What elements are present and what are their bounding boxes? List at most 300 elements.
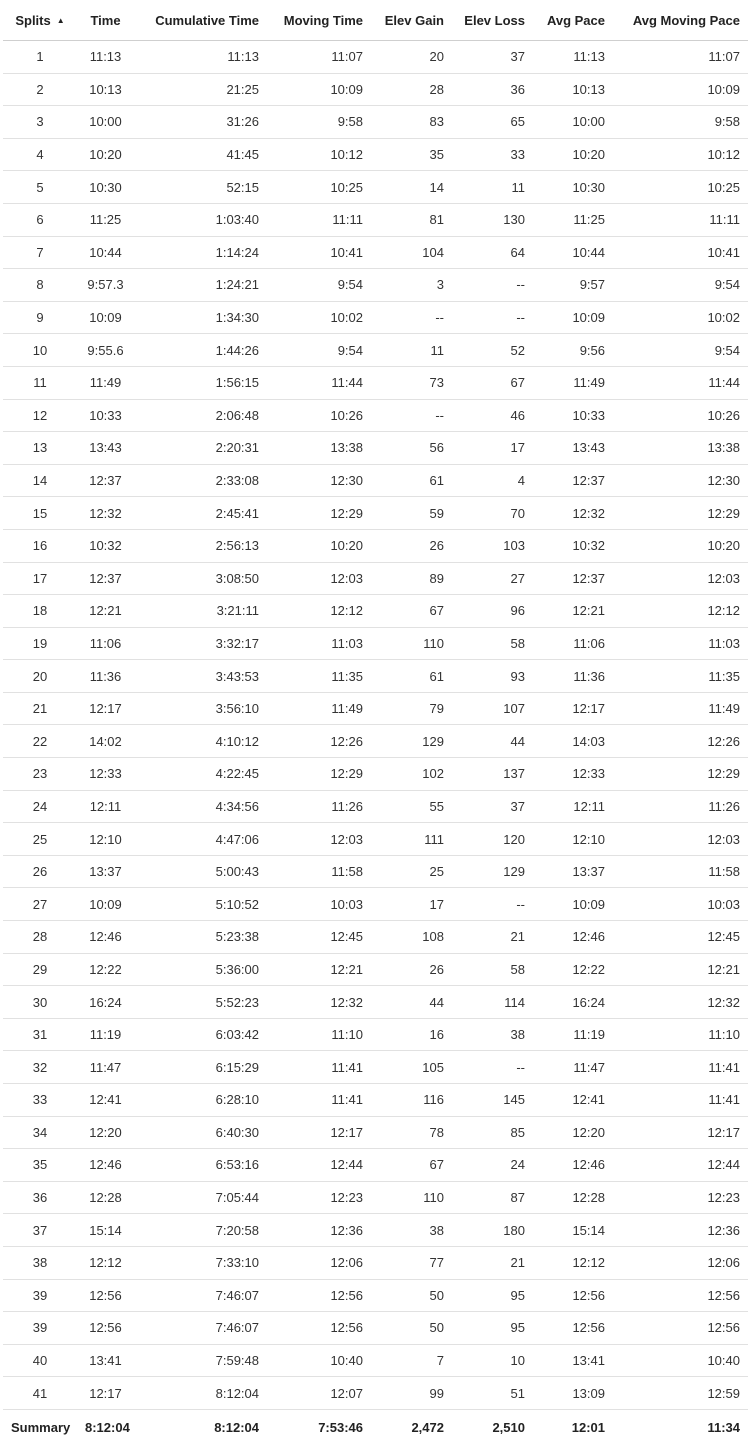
table-row: [3, 692, 748, 725]
cell-elev-gain: 14: [371, 171, 452, 204]
cell-time: 10:20: [77, 138, 134, 171]
cell-split: 3: [3, 106, 77, 139]
cell-time: 12:32: [77, 497, 134, 530]
cell-cumulative-time: 3:08:50: [134, 562, 267, 595]
cell-split: 1: [3, 41, 77, 74]
cell-avg-pace: 12:12: [533, 1246, 613, 1279]
cell-avg-pace: 12:28: [533, 1181, 613, 1214]
cell-split: 24: [3, 790, 77, 823]
column-header-avg-moving-pace[interactable]: [613, 0, 748, 41]
cell-elev-loss: 64: [452, 236, 533, 269]
cell-moving-time: 11:03: [267, 627, 371, 660]
cell-elev-loss: 95: [452, 1279, 533, 1312]
cell-moving-time: 12:56: [267, 1312, 371, 1345]
cell-split: 36: [3, 1181, 77, 1214]
cell-elev-gain: 110: [371, 627, 452, 660]
table-row: [3, 758, 748, 791]
cell-split: 18: [3, 595, 77, 628]
cell-moving-time: 11:49: [267, 692, 371, 725]
table-row: [3, 823, 748, 856]
cell-elev-loss: --: [452, 888, 533, 921]
cell-avg-moving-pace: 12:32: [613, 986, 748, 1019]
cell-avg-moving-pace: 12:56: [613, 1279, 748, 1312]
cell-split: 9: [3, 301, 77, 334]
table-row: [3, 1116, 748, 1149]
cell-split: 7: [3, 236, 77, 269]
cell-elev-loss: 137: [452, 758, 533, 791]
table-row: [3, 562, 748, 595]
cell-elev-loss: 85: [452, 1116, 533, 1149]
cell-avg-pace: 12:37: [533, 562, 613, 595]
header-row: [3, 0, 748, 41]
cell-split: 29: [3, 953, 77, 986]
cell-split: 40: [3, 1344, 77, 1377]
table-row: [3, 595, 748, 628]
cell-split: 5: [3, 171, 77, 204]
cell-avg-pace: 9:56: [533, 334, 613, 367]
cell-time: 9:55.6: [77, 334, 134, 367]
cell-elev-gain: 16: [371, 1018, 452, 1051]
cell-time: 11:06: [77, 627, 134, 660]
cell-elev-loss: 52: [452, 334, 533, 367]
cell-elev-loss: 37: [452, 790, 533, 823]
table-body: [3, 41, 748, 1410]
cell-split: 39: [3, 1279, 77, 1312]
table-row: [3, 529, 748, 562]
cell-split: 21: [3, 692, 77, 725]
cell-elev-loss: 67: [452, 366, 533, 399]
cell-avg-pace: 10:44: [533, 236, 613, 269]
column-header-elev-loss[interactable]: [452, 0, 533, 41]
cell-elev-gain: 28: [371, 73, 452, 106]
cell-split: 25: [3, 823, 77, 856]
table-row: [3, 1246, 748, 1279]
cell-avg-pace: 10:09: [533, 301, 613, 334]
table-row: [3, 41, 748, 74]
cell-moving-time: 12:07: [267, 1377, 371, 1410]
table-row: [3, 203, 748, 236]
cell-split: 8: [3, 269, 77, 302]
cell-split: 17: [3, 562, 77, 595]
table-row: [3, 1149, 748, 1182]
cell-time: 12:20: [77, 1116, 134, 1149]
column-header-moving-time[interactable]: [267, 0, 371, 41]
cell-elev-gain: 26: [371, 953, 452, 986]
cell-time: 12:46: [77, 921, 134, 954]
cell-moving-time: 10:40: [267, 1344, 371, 1377]
cell-elev-loss: 58: [452, 627, 533, 660]
column-header-label: Moving Time: [283, 12, 363, 28]
cell-avg-moving-pace: 12:03: [613, 823, 748, 856]
cell-elev-loss: 44: [452, 725, 533, 758]
cell-time: 10:30: [77, 171, 134, 204]
cell-elev-loss: 114: [452, 986, 533, 1019]
summary-time: 8:12:04: [85, 1420, 130, 1436]
cell-elev-gain: 59: [371, 497, 452, 530]
cell-moving-time: 13:38: [267, 432, 371, 465]
cell-elev-gain: 7: [371, 1344, 452, 1377]
table-row: [3, 855, 748, 888]
cell-cumulative-time: 1:44:26: [134, 334, 267, 367]
cell-avg-moving-pace: 12:12: [613, 595, 748, 628]
cell-cumulative-time: 11:13: [134, 41, 267, 74]
cell-moving-time: 11:35: [267, 660, 371, 693]
summary-moving-time: 7:53:46: [318, 1420, 363, 1436]
table-row: [3, 497, 748, 530]
cell-avg-moving-pace: 11:58: [613, 855, 748, 888]
cell-elev-loss: 24: [452, 1149, 533, 1182]
cell-avg-moving-pace: 12:59: [613, 1377, 748, 1410]
cell-time: 12:37: [77, 562, 134, 595]
cell-cumulative-time: 7:46:07: [134, 1279, 267, 1312]
cell-moving-time: 12:03: [267, 823, 371, 856]
cell-time: 10:33: [77, 399, 134, 432]
cell-avg-pace: 12:37: [533, 464, 613, 497]
cell-moving-time: 12:12: [267, 595, 371, 628]
cell-elev-gain: 67: [371, 595, 452, 628]
table-row: [3, 301, 748, 334]
cell-time: 11:13: [77, 41, 134, 74]
cell-time: 11:25: [77, 203, 134, 236]
column-header-label: Elev Loss: [464, 12, 525, 28]
cell-avg-pace: 11:13: [533, 41, 613, 74]
cell-elev-loss: 36: [452, 73, 533, 106]
cell-elev-loss: 51: [452, 1377, 533, 1410]
table-row: [3, 1181, 748, 1214]
table-row: [3, 986, 748, 1019]
cell-avg-pace: 11:19: [533, 1018, 613, 1051]
cell-avg-moving-pace: 9:54: [613, 334, 748, 367]
column-header-avg-pace[interactable]: [533, 0, 613, 41]
column-header-label: Avg Pace: [546, 12, 605, 28]
table-row: [3, 627, 748, 660]
cell-elev-gain: 26: [371, 529, 452, 562]
cell-time: 12:11: [77, 790, 134, 823]
cell-avg-moving-pace: 9:54: [613, 269, 748, 302]
cell-elev-gain: 11: [371, 334, 452, 367]
cell-split: 15: [3, 497, 77, 530]
cell-avg-moving-pace: 11:10: [613, 1018, 748, 1051]
cell-avg-pace: 13:43: [533, 432, 613, 465]
cell-cumulative-time: 3:56:10: [134, 692, 267, 725]
cell-cumulative-time: 41:45: [134, 138, 267, 171]
cell-elev-loss: 21: [452, 921, 533, 954]
cell-elev-gain: 56: [371, 432, 452, 465]
cell-avg-pace: 12:17: [533, 692, 613, 725]
cell-avg-moving-pace: 10:25: [613, 171, 748, 204]
cell-elev-gain: 99: [371, 1377, 452, 1410]
cell-split: 13: [3, 432, 77, 465]
cell-avg-moving-pace: 12:23: [613, 1181, 748, 1214]
cell-time: 12:37: [77, 464, 134, 497]
table-row: [3, 236, 748, 269]
column-header-label: Cumulative Time: [155, 12, 259, 28]
cell-avg-pace: 12:32: [533, 497, 613, 530]
cell-elev-loss: 70: [452, 497, 533, 530]
cell-elev-gain: 20: [371, 41, 452, 74]
cell-elev-loss: --: [452, 301, 533, 334]
cell-time: 10:32: [77, 529, 134, 562]
cell-time: 11:19: [77, 1018, 134, 1051]
table-row: [3, 432, 748, 465]
cell-moving-time: 11:41: [267, 1084, 371, 1117]
cell-avg-moving-pace: 9:58: [613, 106, 748, 139]
cell-time: 12:12: [77, 1246, 134, 1279]
cell-elev-gain: 50: [371, 1312, 452, 1345]
cell-cumulative-time: 6:03:42: [134, 1018, 267, 1051]
cell-time: 10:09: [77, 301, 134, 334]
cell-cumulative-time: 7:46:07: [134, 1312, 267, 1345]
cell-cumulative-time: 4:22:45: [134, 758, 267, 791]
cell-avg-pace: 10:00: [533, 106, 613, 139]
cell-avg-pace: 16:24: [533, 986, 613, 1019]
cell-elev-gain: 116: [371, 1084, 452, 1117]
column-header-time[interactable]: [77, 0, 134, 41]
table-row: [3, 106, 748, 139]
cell-elev-loss: 37: [452, 41, 533, 74]
cell-avg-pace: 10:13: [533, 73, 613, 106]
cell-avg-moving-pace: 11:35: [613, 660, 748, 693]
cell-split: 19: [3, 627, 77, 660]
cell-moving-time: 9:54: [267, 269, 371, 302]
cell-avg-pace: 10:09: [533, 888, 613, 921]
cell-avg-moving-pace: 10:41: [613, 236, 748, 269]
cell-split: 39: [3, 1312, 77, 1345]
cell-elev-loss: 120: [452, 823, 533, 856]
cell-elev-loss: 93: [452, 660, 533, 693]
cell-avg-pace: 12:21: [533, 595, 613, 628]
cell-split: 11: [3, 366, 77, 399]
table-row: [3, 334, 748, 367]
table-row: [3, 138, 748, 171]
cell-elev-loss: 87: [452, 1181, 533, 1214]
cell-avg-moving-pace: 11:44: [613, 366, 748, 399]
cell-elev-gain: 77: [371, 1246, 452, 1279]
cell-avg-moving-pace: 12:17: [613, 1116, 748, 1149]
cell-moving-time: 10:25: [267, 171, 371, 204]
summary-label: Summary: [11, 1420, 71, 1436]
column-header-label: Splits: [15, 12, 51, 28]
cell-elev-gain: 44: [371, 986, 452, 1019]
cell-elev-gain: --: [371, 399, 452, 432]
cell-elev-loss: 11: [452, 171, 533, 204]
cell-avg-moving-pace: 11:49: [613, 692, 748, 725]
cell-time: 13:43: [77, 432, 134, 465]
cell-elev-gain: 73: [371, 366, 452, 399]
cell-moving-time: 10:41: [267, 236, 371, 269]
cell-cumulative-time: 3:43:53: [134, 660, 267, 693]
cell-split: 23: [3, 758, 77, 791]
cell-moving-time: 12:56: [267, 1279, 371, 1312]
cell-cumulative-time: 5:00:43: [134, 855, 267, 888]
cell-avg-moving-pace: 12:29: [613, 758, 748, 791]
cell-split: 27: [3, 888, 77, 921]
table-row: [3, 1312, 748, 1345]
cell-split: 28: [3, 921, 77, 954]
cell-elev-gain: 55: [371, 790, 452, 823]
cell-cumulative-time: 1:34:30: [134, 301, 267, 334]
cell-elev-loss: 95: [452, 1312, 533, 1345]
cell-avg-pace: 11:25: [533, 203, 613, 236]
cell-moving-time: 12:06: [267, 1246, 371, 1279]
cell-moving-time: 12:32: [267, 986, 371, 1019]
summary-avg-moving-pace: 11:34: [707, 1420, 740, 1436]
cell-avg-pace: 10:32: [533, 529, 613, 562]
table-row: [3, 1344, 748, 1377]
cell-elev-gain: --: [371, 301, 452, 334]
cell-cumulative-time: 7:33:10: [134, 1246, 267, 1279]
cell-cumulative-time: 7:05:44: [134, 1181, 267, 1214]
cell-avg-moving-pace: 12:56: [613, 1312, 748, 1345]
cell-cumulative-time: 2:06:48: [134, 399, 267, 432]
cell-avg-pace: 12:56: [533, 1279, 613, 1312]
summary-avg-pace: 12:01: [571, 1420, 605, 1436]
cell-split: 4: [3, 138, 77, 171]
cell-moving-time: 11:44: [267, 366, 371, 399]
cell-elev-gain: 110: [371, 1181, 452, 1214]
table-row: [3, 399, 748, 432]
cell-avg-pace: 14:03: [533, 725, 613, 758]
cell-time: 12:56: [77, 1279, 134, 1312]
cell-moving-time: 12:03: [267, 562, 371, 595]
cell-elev-gain: 102: [371, 758, 452, 791]
cell-moving-time: 11:58: [267, 855, 371, 888]
cell-elev-gain: 79: [371, 692, 452, 725]
cell-elev-loss: --: [452, 269, 533, 302]
cell-cumulative-time: 5:23:38: [134, 921, 267, 954]
cell-elev-loss: 129: [452, 855, 533, 888]
cell-avg-moving-pace: 12:06: [613, 1246, 748, 1279]
cell-moving-time: 10:03: [267, 888, 371, 921]
cell-moving-time: 11:26: [267, 790, 371, 823]
cell-elev-gain: 105: [371, 1051, 452, 1084]
cell-avg-pace: 11:47: [533, 1051, 613, 1084]
cell-avg-pace: 15:14: [533, 1214, 613, 1247]
cell-elev-gain: 89: [371, 562, 452, 595]
column-header-cumulative-time[interactable]: [134, 0, 267, 41]
cell-elev-gain: 104: [371, 236, 452, 269]
cell-split: 22: [3, 725, 77, 758]
cell-elev-loss: 103: [452, 529, 533, 562]
cell-elev-loss: 58: [452, 953, 533, 986]
cell-split: 38: [3, 1246, 77, 1279]
cell-avg-pace: 12:41: [533, 1084, 613, 1117]
cell-cumulative-time: 6:28:10: [134, 1084, 267, 1117]
cell-moving-time: 10:02: [267, 301, 371, 334]
cell-cumulative-time: 8:12:04: [134, 1377, 267, 1410]
cell-cumulative-time: 3:32:17: [134, 627, 267, 660]
cell-avg-pace: 11:36: [533, 660, 613, 693]
sort-ascending-icon: ▲: [56, 15, 65, 25]
cell-moving-time: 12:17: [267, 1116, 371, 1149]
cell-split: 30: [3, 986, 77, 1019]
cell-avg-pace: 12:46: [533, 1149, 613, 1182]
cell-time: 12:22: [77, 953, 134, 986]
cell-elev-loss: 38: [452, 1018, 533, 1051]
cell-avg-moving-pace: 12:45: [613, 921, 748, 954]
cell-time: 11:36: [77, 660, 134, 693]
cell-avg-pace: 11:49: [533, 366, 613, 399]
summary-cumulative-time: 8:12:04: [214, 1420, 259, 1436]
cell-moving-time: 12:45: [267, 921, 371, 954]
table-row: [3, 1051, 748, 1084]
cell-elev-loss: 130: [452, 203, 533, 236]
column-header-elev-gain[interactable]: [371, 0, 452, 41]
cell-avg-pace: 12:33: [533, 758, 613, 791]
summary-row: [3, 1409, 748, 1446]
cell-avg-moving-pace: 10:12: [613, 138, 748, 171]
cell-elev-loss: 17: [452, 432, 533, 465]
cell-elev-gain: 111: [371, 823, 452, 856]
cell-moving-time: 9:58: [267, 106, 371, 139]
cell-elev-gain: 25: [371, 855, 452, 888]
cell-time: 14:02: [77, 725, 134, 758]
cell-elev-gain: 38: [371, 1214, 452, 1247]
cell-split: 33: [3, 1084, 77, 1117]
cell-elev-loss: 145: [452, 1084, 533, 1117]
splits-table: [3, 0, 748, 1446]
cell-time: 10:00: [77, 106, 134, 139]
cell-avg-moving-pace: 12:44: [613, 1149, 748, 1182]
cell-avg-moving-pace: 12:29: [613, 497, 748, 530]
cell-elev-loss: 10: [452, 1344, 533, 1377]
cell-cumulative-time: 1:14:24: [134, 236, 267, 269]
cell-moving-time: 11:11: [267, 203, 371, 236]
cell-avg-moving-pace: 12:26: [613, 725, 748, 758]
cell-cumulative-time: 2:33:08: [134, 464, 267, 497]
cell-avg-pace: 9:57: [533, 269, 613, 302]
summary-elev-gain: 2,472: [411, 1420, 444, 1436]
cell-time: 12:17: [77, 1377, 134, 1410]
cell-avg-pace: 11:06: [533, 627, 613, 660]
cell-avg-moving-pace: 10:20: [613, 529, 748, 562]
cell-moving-time: 12:29: [267, 497, 371, 530]
cell-elev-loss: 46: [452, 399, 533, 432]
cell-split: 34: [3, 1116, 77, 1149]
cell-elev-gain: 3: [371, 269, 452, 302]
cell-avg-pace: 12:46: [533, 921, 613, 954]
cell-moving-time: 12:23: [267, 1181, 371, 1214]
table-row: [3, 1377, 748, 1410]
cell-elev-gain: 81: [371, 203, 452, 236]
cell-time: 11:49: [77, 366, 134, 399]
column-header-label: Time: [90, 12, 121, 28]
cell-avg-moving-pace: 11:41: [613, 1084, 748, 1117]
cell-avg-moving-pace: 10:02: [613, 301, 748, 334]
cell-avg-pace: 10:33: [533, 399, 613, 432]
cell-avg-moving-pace: 11:11: [613, 203, 748, 236]
cell-split: 32: [3, 1051, 77, 1084]
cell-avg-moving-pace: 11:41: [613, 1051, 748, 1084]
cell-moving-time: 10:09: [267, 73, 371, 106]
cell-split: 6: [3, 203, 77, 236]
cell-cumulative-time: 1:03:40: [134, 203, 267, 236]
cell-cumulative-time: 52:15: [134, 171, 267, 204]
cell-avg-pace: 10:20: [533, 138, 613, 171]
cell-time: 13:41: [77, 1344, 134, 1377]
table-row: [3, 660, 748, 693]
table-row: [3, 921, 748, 954]
cell-cumulative-time: 5:52:23: [134, 986, 267, 1019]
table-row: [3, 1214, 748, 1247]
cell-avg-moving-pace: 10:26: [613, 399, 748, 432]
cell-elev-gain: 78: [371, 1116, 452, 1149]
column-header-splits[interactable]: [3, 0, 77, 41]
cell-cumulative-time: 4:34:56: [134, 790, 267, 823]
cell-cumulative-time: 6:53:16: [134, 1149, 267, 1182]
cell-time: 12:33: [77, 758, 134, 791]
cell-elev-loss: 107: [452, 692, 533, 725]
